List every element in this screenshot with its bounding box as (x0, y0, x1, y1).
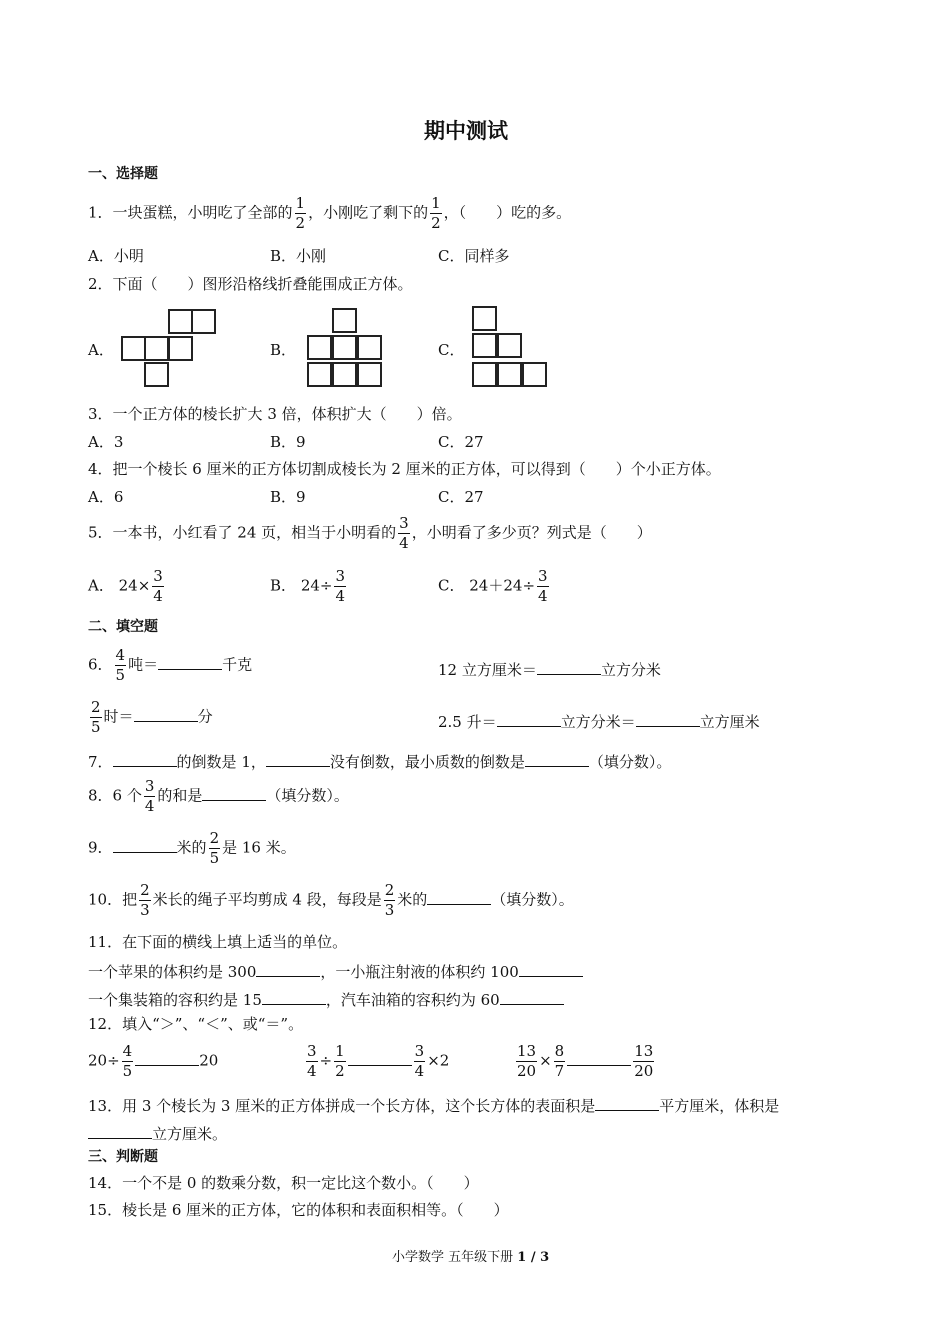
answer-blank[interactable] (113, 752, 177, 767)
fraction: $\frac{8}{7}$ (554, 1042, 565, 1080)
question-13-cont: 立方厘米。 (88, 1124, 227, 1142)
answer-blank[interactable] (88, 1124, 152, 1139)
answer-blank[interactable] (202, 786, 266, 801)
answer-blank[interactable] (348, 1051, 412, 1066)
answer-blank[interactable] (256, 962, 320, 977)
q3-option-c: C．27 (438, 433, 484, 451)
q5-text-a: 5．一本书，小红看了 24 页，相当于小明看的 (88, 523, 397, 542)
question-5 (88, 516, 652, 551)
question-6-row2-left: $\frac{2}{5}$ 时＝ 分 (91, 698, 213, 736)
page-footer (392, 1251, 549, 1264)
q4-option-c: C．27 (438, 488, 484, 506)
fraction: $\frac{3}{4}$ (538, 567, 548, 605)
question-3: 3．一个正方体的棱长扩大 3 倍，体积扩大（ ）倍。 (88, 405, 462, 423)
question-4: 4．把一个棱长 6 厘米的正方体切割成棱长为 2 厘米的正方体，可以得到（ ）个小正方体。 (88, 460, 721, 478)
answer-blank[interactable] (158, 655, 222, 670)
fraction: $\frac{3}{4}$ (144, 777, 155, 815)
q1-text-a: 1．一块蛋糕，小明吃了全部的 (88, 203, 293, 222)
q5-option-c: C． 24＋24÷ $\frac{3}{4}$ (438, 567, 548, 605)
question-8: 8．6 个 $\frac{3}{4}$ 的和是 （填分数）。 (88, 777, 349, 815)
section-heading-choice: 一、选择题 (88, 166, 158, 182)
q3-option-b: B．9 (270, 433, 306, 451)
question-6-row2-right: 2.5 升＝ 立方分米＝ 立方厘米 (438, 713, 760, 731)
fraction: $\frac{3}{4}$ (307, 1042, 317, 1080)
answer-blank[interactable] (500, 990, 564, 1005)
q2-option-c: C． (438, 341, 465, 359)
fraction: $\frac{4}{5}$ (122, 1042, 133, 1080)
answer-blank[interactable] (525, 752, 589, 767)
question-11-line2: 一个集装箱的容积约是 15 ，汽车油箱的容积约为 60 (88, 990, 564, 1008)
question-11-line1: 一个苹果的体积约是 300 ，一小瓶注射液的体积约 100 (88, 962, 583, 980)
fraction: $\frac{3}{4}$ (153, 567, 163, 605)
question-14: 14．一个不是 0 的数乘分数，积一定比这个数小。（ ） (88, 1174, 479, 1192)
fraction: $\frac{1}{2}$ (295, 194, 306, 232)
answer-blank[interactable] (134, 707, 198, 722)
q1-text-b: ，小刚吃了剩下的 (308, 203, 429, 222)
fraction: $\frac{3}{4}$ (335, 567, 346, 605)
question-1 (88, 196, 571, 231)
q4-option-a: A．6 (88, 488, 124, 506)
question-11: 11．在下面的横线上填上适当的单位。 (88, 933, 348, 951)
fraction: $\frac{2}{3}$ (140, 881, 150, 919)
question-13: 13．用 3 个棱长为 3 厘米的正方体拼成一个长方体，这个长方体的表面积是 平方厘米，体积是 (88, 1097, 780, 1115)
answer-blank[interactable] (519, 962, 583, 977)
question-12: 12．填入“＞”、“＜”、或“＝”。 (88, 1015, 304, 1033)
fraction: $\frac{1}{2}$ (431, 194, 441, 232)
answer-blank[interactable] (497, 712, 561, 727)
q1-option-c: C．同样多 (438, 247, 510, 265)
question-6-row1-left: 6． $\frac{4}{5}$ 吨＝ 千克 (88, 646, 253, 684)
answer-blank[interactable] (262, 990, 326, 1005)
fraction: $\frac{2}{5}$ (209, 829, 220, 867)
answer-blank[interactable] (113, 838, 177, 853)
answer-blank[interactable] (537, 660, 601, 675)
answer-blank[interactable] (567, 1051, 631, 1066)
fraction: $\frac{2}{3}$ (384, 881, 395, 919)
q5-option-a: A． 24× $\frac{3}{4}$ (88, 567, 163, 605)
fraction: $\frac{13}{20}$ (517, 1042, 537, 1080)
q4-option-b: B．9 (270, 488, 306, 506)
question-10: 10．把 $\frac{2}{3}$ 米长的绳子平均剪成 4 段，每段是 $\frac{2}{3}$ 米的 （填分数）。 (88, 881, 574, 919)
answer-blank[interactable] (427, 890, 491, 905)
fraction: $\frac{3}{4}$ (414, 1042, 425, 1080)
q1-option-a: A．小明 (88, 247, 144, 265)
answer-blank[interactable] (595, 1096, 659, 1111)
fraction: $\frac{1}{2}$ (335, 1042, 345, 1080)
fraction: $\frac{2}{5}$ (91, 698, 101, 736)
question-7: 7． 的倒数是 1， 没有倒数，最小质数的倒数是 （填分数）。 (88, 753, 672, 771)
fraction: $\frac{3}{4}$ (399, 514, 409, 552)
q5-option-b: B． 24÷ $\frac{3}{4}$ (270, 567, 346, 605)
page-number: 1 / 3 (517, 1250, 550, 1265)
page-title: 期中测试 (424, 119, 508, 143)
section-heading-judge: 三、判断题 (88, 1149, 158, 1165)
section-heading-fill: 二、填空题 (88, 619, 158, 635)
q2-option-b: B． (270, 341, 297, 359)
question-9: 9． 米的 $\frac{2}{5}$ 是 16 米。 (88, 829, 296, 867)
fraction: $\frac{13}{20}$ (634, 1042, 654, 1080)
answer-blank[interactable] (266, 752, 330, 767)
q2-option-a: A． (88, 341, 114, 359)
q12-expr-1: 20÷ $\frac{4}{5}$ 20 (88, 1042, 219, 1080)
question-15: 15．棱长是 6 厘米的正方体，它的体积和表面积相等。（ ） (88, 1201, 509, 1219)
answer-blank[interactable] (135, 1051, 199, 1066)
fraction: $\frac{4}{5}$ (115, 646, 126, 684)
question-6-row1-right: 12 立方厘米＝ 立方分米 (438, 661, 661, 679)
question-2: 2．下面（ ）图形沿格线折叠能围成正方体。 (88, 275, 413, 293)
q5-text-b: ，小明看了多少页？列式是（ ） (411, 523, 652, 542)
answer-blank[interactable] (636, 712, 700, 727)
q1-text-c: ，（ ）吃的多。 (443, 203, 572, 222)
q1-option-b: B．小刚 (270, 247, 327, 265)
footer-label: 小学数学 五年级下册 (392, 1250, 518, 1265)
q12-expr-2: $\frac{3}{4}$ ÷ $\frac{1}{2}$ $\frac{3}{4}$ ×2 (307, 1042, 450, 1080)
q12-expr-3: $\frac{13}{20}$ × $\frac{8}{7}$ $\frac{13}{20}$ (517, 1042, 654, 1080)
q3-option-a: A．3 (88, 433, 124, 451)
